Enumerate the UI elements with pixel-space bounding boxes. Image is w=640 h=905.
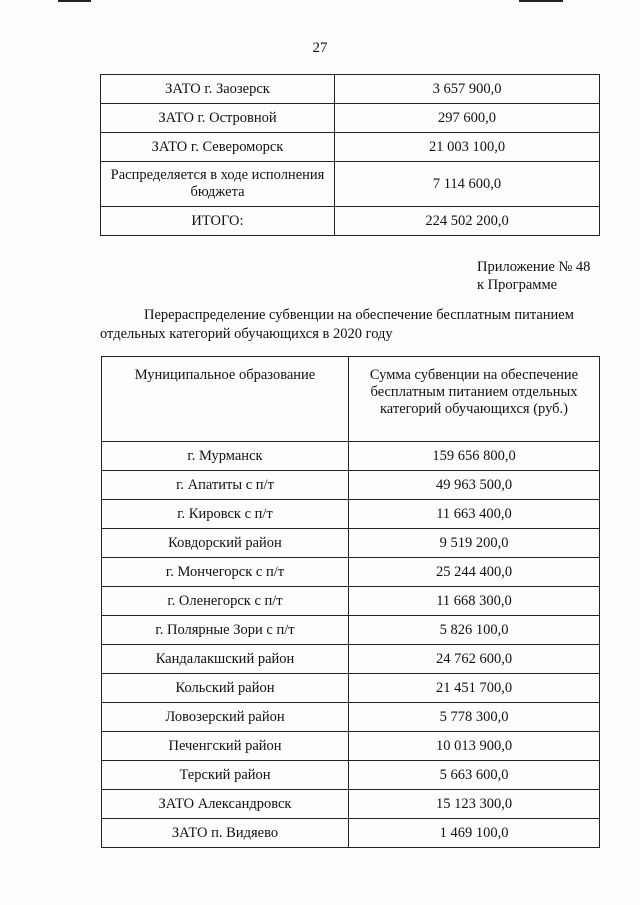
top-rule-right: [519, 0, 563, 2]
amount-cell: 21 451 700,0: [349, 674, 600, 703]
amount-cell: 224 502 200,0: [335, 207, 600, 236]
table-row: [102, 761, 600, 790]
amount-cell: 15 123 300,0: [349, 790, 600, 819]
municipality-cell: ЗАТО г. Заозерск: [101, 75, 335, 104]
amount-cell: 25 244 400,0: [349, 558, 600, 587]
table-row: [102, 500, 600, 529]
table-row: [101, 162, 600, 207]
table-row: [102, 703, 600, 732]
amount-cell: 159 656 800,0: [349, 442, 600, 471]
table-row: [101, 104, 600, 133]
municipality-cell: Кандалакшский район: [102, 645, 349, 674]
table-municipal-totals-continued: [100, 74, 600, 236]
heading-line-1: Перераспределение субвенции на обеспечение бесплатным питанием: [144, 307, 574, 323]
amount-cell: 49 963 500,0: [349, 471, 600, 500]
amount-cell: 297 600,0: [335, 104, 600, 133]
municipality-cell: Печенгский район: [102, 732, 349, 761]
amount-cell: 5 663 600,0: [349, 761, 600, 790]
amount-cell: 9 519 200,0: [349, 529, 600, 558]
table-row: [102, 790, 600, 819]
amount-cell: 24 762 600,0: [349, 645, 600, 674]
amount-cell: 7 114 600,0: [335, 162, 600, 207]
municipality-cell: ЗАТО г. Североморск: [101, 133, 335, 162]
table-row: [102, 819, 600, 848]
table1-body: [101, 75, 600, 236]
table-row: [102, 645, 600, 674]
table2-header-amount: Сумма субвенции на обеспечение бесплатным питанием отдельных категорий обучающихся (руб.): [349, 357, 600, 442]
table2-body: [102, 357, 600, 848]
table-subvention-redistribution: [101, 356, 600, 848]
table-row: [102, 529, 600, 558]
table-row: [102, 558, 600, 587]
table-row: [102, 471, 600, 500]
municipality-cell: г. Мончегорск с п/т: [102, 558, 349, 587]
municipality-cell: Распределяется в ходе исполнения бюджета: [101, 162, 335, 207]
municipality-cell: ЗАТО п. Видяево: [102, 819, 349, 848]
section-heading: [100, 306, 603, 344]
table2-header-row: [102, 357, 600, 442]
annex-reference: к Программе: [477, 277, 558, 293]
municipality-cell: Кольский район: [102, 674, 349, 703]
amount-cell: 11 668 300,0: [349, 587, 600, 616]
table-row: [102, 442, 600, 471]
table-row: [101, 133, 600, 162]
municipality-cell: Ловозерский район: [102, 703, 349, 732]
municipality-cell: г. Мурманск: [102, 442, 349, 471]
table-row: [102, 732, 600, 761]
table-row: [102, 616, 600, 645]
amount-cell: 10 013 900,0: [349, 732, 600, 761]
municipality-cell: г. Оленегорск с п/т: [102, 587, 349, 616]
amount-cell: 21 003 100,0: [335, 133, 600, 162]
page-number: 27: [312, 40, 328, 56]
amount-cell: 5 826 100,0: [349, 616, 600, 645]
municipality-cell: ИТОГО:: [101, 207, 335, 236]
table-row: [102, 674, 600, 703]
municipality-cell: г. Апатиты с п/т: [102, 471, 349, 500]
municipality-cell: ЗАТО Александровск: [102, 790, 349, 819]
amount-cell: 1 469 100,0: [349, 819, 600, 848]
municipality-cell: г. Полярные Зори с п/т: [102, 616, 349, 645]
annex-label: [477, 258, 590, 294]
table2-header-municipality: Муниципальное образование: [102, 357, 349, 442]
amount-cell: 3 657 900,0: [335, 75, 600, 104]
annex-number: Приложение № 48: [477, 259, 591, 275]
table-row: [101, 75, 600, 104]
amount-cell: 5 778 300,0: [349, 703, 600, 732]
municipality-cell: Терский район: [102, 761, 349, 790]
municipality-cell: г. Кировск с п/т: [102, 500, 349, 529]
table-row: [102, 587, 600, 616]
top-rule-left: [58, 0, 91, 2]
municipality-cell: Ковдорский район: [102, 529, 349, 558]
table-row: [101, 207, 600, 236]
municipality-cell: ЗАТО г. Островной: [101, 104, 335, 133]
amount-cell: 11 663 400,0: [349, 500, 600, 529]
heading-line-2: отдельных категорий обучающихся в 2020 году: [100, 326, 393, 342]
